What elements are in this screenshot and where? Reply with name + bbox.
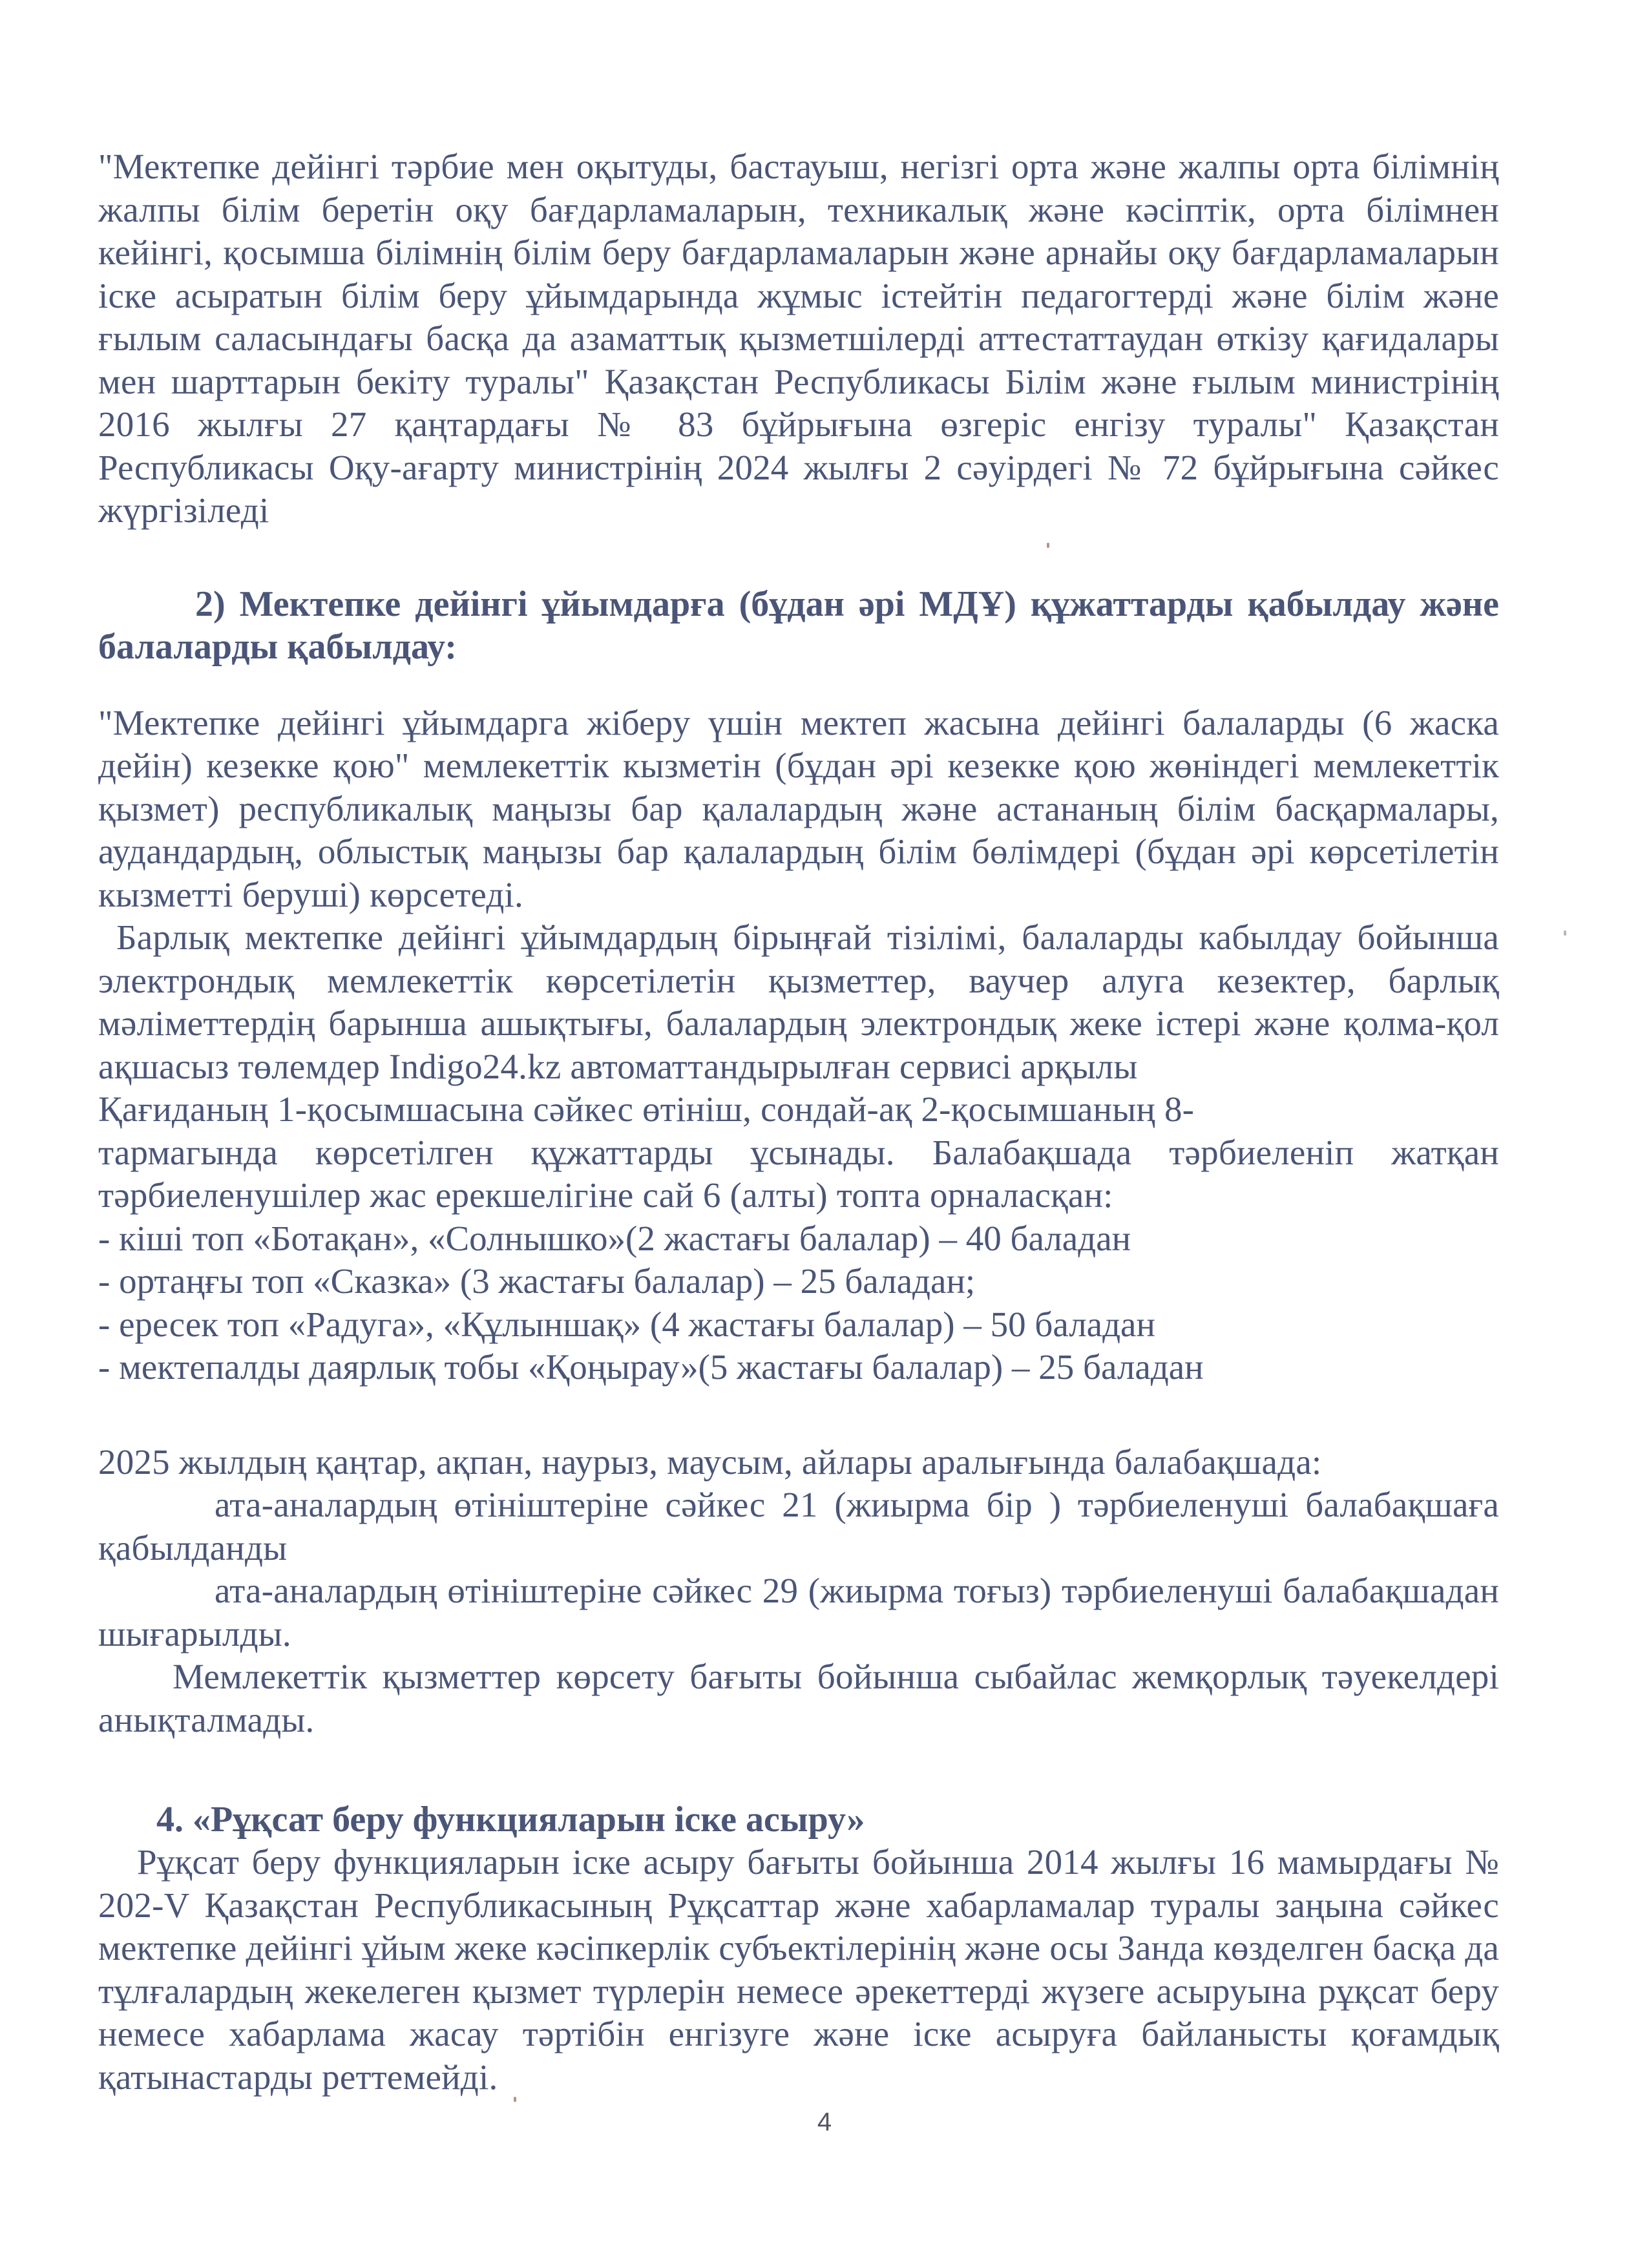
section-2-paragraph-2-docs: тармагында көрсетілген құжаттарды ұсынады. Балабақшада тәрбиеленіп жатқан тәрбиеленушілер жас ерекшелігіне сай 6 (алты) топта орналасқан: [98,1132,1499,1215]
section-2-paragraph-2-cont: Қағиданың 1-қосымшасына сәйкес өтініш, сондай-ақ 2-қосымшаның 8- [98,1089,1195,1129]
group-item: - мектепалды даярлық тобы «Қоңырау»(5 жастағы балалар) – 25 баладан [98,1347,1204,1387]
discharged-paragraph: ата-аналардың өтініштеріне сәйкес 29 (жиырма тоғыз) тәрбиеленуші балабақшадан шығарылды. [98,1571,1499,1654]
groups-list [98,1217,1499,1389]
period-line: 2025 жылдың қаңтар, ақпан, наурыз, маусым, айлары аралығында балабақшада: [98,1442,1322,1482]
intro-paragraph: "Мектепке дейінгі тәрбие мен оқытуды, бастауыш, негізгі орта және жалпы орта білімнің жалпы білім беретін оқу бағдарламаларын, техникалық және кәсіптік, орта білімнен кейінгі, қосымша білімнің білім беру бағдарламаларын және арнайы оқу бағдарламаларын іске асыратын білім беру ұйымдарында жұмыс істейтін педагогтерді және білім және ғылым саласындағы басқа да азаматтық қызметшілерді аттестаттаудан өткізу қағидалары мен шарттарын бекіту туралы" Қазақстан Республикасы Білім және ғылым министрінің 2016 жылғы 27 қаңтардағы № 83 бұйрығына өзгеріс енгізу туралы" Қазақстан Республикасы Оқу-ағарту министрінің 2024 жылғы 2 сәуірдегі № 72 бұйрығына сәйкес жүргізіледі [98,147,1499,530]
group-item: - ортаңғы топ «Сказка» (3 жастағы балалар) – 25 баладан; [98,1261,976,1301]
section-4-paragraph: Рұқсат беру функцияларын іске асыру бағыты бойынша 2014 жылғы 16 мамырдағы № 202-V Қазақстан Республикасының Рұқсаттар және хабарламалар туралы заңына сәйкес мектепке дейінгі ұйым жеке кәсіпкерлік субъектілерінің және осы Занда көзделген басқа да тұлғалардың жекелеген қызмет түрлерін немесе әрекеттерді жүзеге асыруына рұқсат беру немесе хабарлама жасау тәртібін енгізуге және іске асыруға байланысты қоғамдық қатынастарды реттемейді. [98,1842,1499,2097]
section-4-heading: 4. «Рұқсат беру функцияларын іске асыру» [156,1800,865,1840]
page-number: 4 [817,2108,832,2136]
group-item: - кіші топ «Ботақан», «Солнышко»(2 жастағы балалар) – 40 баладан [98,1218,1131,1258]
section-2-paragraph-2: Барлық мектепке дейінгі ұйымдардың бірыңғай тізілімі, балаларды кабылдау бойынша электрондық мемлекеттік көрсетілетін қызметтер, ваучер алуга кезектер, барлық мәліметтердің барынша ашықтығы, балалардың электрондық жеке істері және қолма-қол ақшасыз төлемдер Indigo24.kz автоматтандырылған сервисі арқылы [98,918,1499,1086]
scan-speck [1564,930,1566,936]
risk-note-paragraph: Мемлекеттік қызметтер көрсету бағыты бойынша сыбайлас жемқорлық тәуекелдері анықталмады. [98,1657,1499,1739]
section-2-paragraph-1: "Мектепке дейінгі ұйымдарга жіберу үшін мектеп жасына дейінгі балаларды (6 жаска дейін) кезекке қою" мемлекеттік кызметін (бұдан әрі кезекке қою жөніндегі мемлекеттік қызмет) республикалық маңызы бар қалалардың және астананың білім басқармалары, аудандардың, облыстық маңызы бар қалалардың білім бөлімдері (бұдан әрі көрсетілетін кызметті беруші) көрсетеді. [98,702,1499,914]
scan-speck [514,2097,516,2102]
document-page [98,145,1499,2099]
admitted-paragraph: ата-аналардың өтініштеріне сәйкес 21 (жиырма бір ) тәрбиеленуші балабақшаға қабылданды [98,1485,1499,1568]
scan-speck [1047,543,1049,548]
group-item: - ересек топ «Радуга», «Құлыншақ» (4 жастағы балалар) – 50 баладан [98,1304,1155,1344]
section-2-heading: 2) Мектепке дейінгі ұйымдарға (бұдан әрі МДҰ) құжаттарды қабылдау және балаларды қабылдау: [98,583,1499,667]
